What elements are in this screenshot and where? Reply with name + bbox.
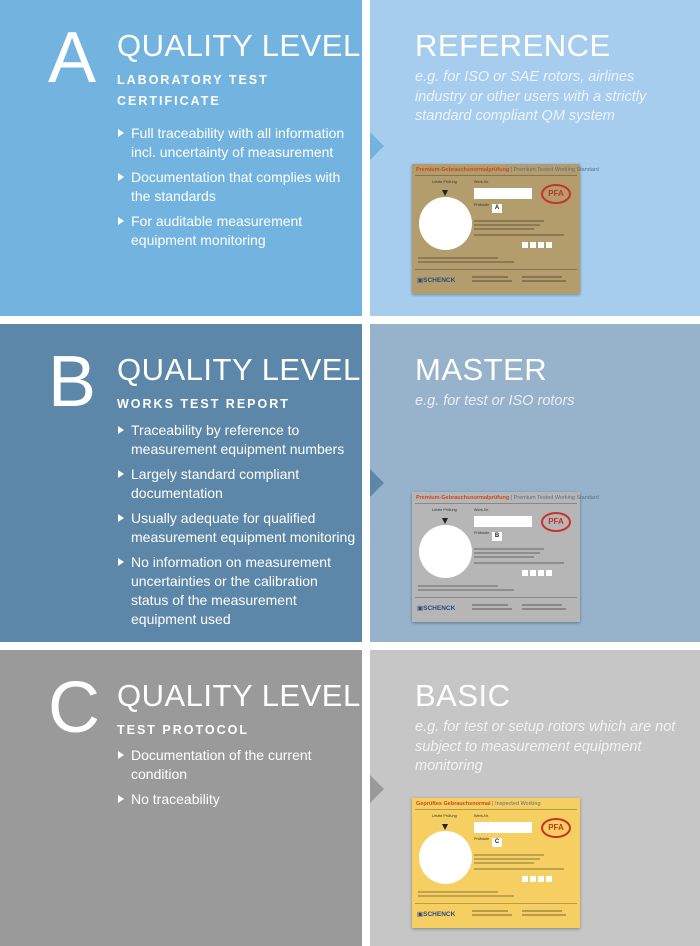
footer-line	[472, 914, 512, 916]
feature-list	[117, 746, 357, 815]
pointer-triangle-icon	[442, 518, 448, 524]
fine-print-line	[474, 556, 534, 558]
date-square	[538, 570, 544, 576]
test-level-label: Prüfstufe	[474, 837, 490, 841]
footer-line	[522, 608, 566, 610]
quality-level-b-panel	[0, 324, 362, 642]
fine-print-line	[418, 257, 498, 259]
date-square	[522, 242, 528, 248]
work-number-field	[474, 516, 532, 527]
footer-line	[472, 604, 508, 606]
date-square	[546, 242, 552, 248]
test-level-box: B	[492, 532, 502, 541]
fine-print-line	[418, 589, 514, 591]
divider	[415, 809, 577, 810]
date-wheel	[419, 525, 472, 578]
feature-item: Documentation that complies with the standards	[117, 168, 357, 206]
divider-arrow	[370, 775, 384, 803]
fine-print-line	[474, 224, 540, 226]
footer-line	[522, 280, 566, 282]
tier-description: e.g. for ISO or SAE rotors, airlines industry or other users with a strictly standard compliant QM system	[415, 69, 647, 124]
feature-item: Documentation of the current condition	[117, 746, 357, 784]
divider	[415, 503, 577, 504]
date-square	[546, 570, 552, 576]
feature-item: Traceability by reference to measurement equipment numbers	[117, 421, 357, 459]
quality-level-b-section	[0, 324, 700, 642]
work-number-label: Werk-Nr.	[474, 508, 489, 512]
level-subtitle: LABORATORY TEST CERTIFICATE	[117, 73, 269, 108]
divider	[415, 269, 577, 270]
level-letter: A	[48, 18, 97, 98]
certificate-sticker	[412, 492, 599, 622]
fine-print-line	[418, 261, 514, 263]
certificate-sticker	[412, 798, 580, 928]
fine-print-line	[474, 854, 544, 856]
tier-title: MASTER	[415, 352, 548, 387]
date-wheel	[419, 197, 472, 250]
feature-item: Usually adequate for qualified measurement equipment monitoring	[117, 509, 357, 547]
fine-print-line	[474, 858, 540, 860]
quality-level-heading: QUALITY LEVEL	[117, 678, 361, 713]
schenck-logo: ▣ SCHENCK	[417, 910, 455, 918]
fine-print-line	[474, 862, 534, 864]
level-subtitle: WORKS TEST REPORT	[117, 397, 290, 411]
footer-line	[472, 280, 512, 282]
footer-line	[472, 276, 508, 278]
tier-description: e.g. for test or setup rotors which are not subject to measurement equipment monitoring	[415, 719, 676, 774]
certificate-header: Premium-Gebrauchsnormalprüfung | Premium Tested Working Standard	[416, 495, 599, 501]
quality-level-c-panel	[0, 650, 362, 946]
certificate-sticker	[412, 164, 599, 294]
feature-list	[117, 124, 357, 256]
level-letter: C	[48, 668, 100, 748]
work-number-field	[474, 188, 532, 199]
divider-arrow	[370, 132, 384, 160]
footer-line	[522, 910, 562, 912]
divider	[415, 175, 577, 176]
fine-print-line	[474, 548, 544, 550]
date-square	[538, 242, 544, 248]
pointer-triangle-icon	[442, 190, 448, 196]
schenck-logo: ▣ SCHENCK	[417, 604, 455, 612]
fine-print-line	[474, 562, 564, 564]
pfa-logo-icon: PFA	[541, 184, 571, 204]
date-square	[530, 242, 536, 248]
footer-line	[472, 608, 512, 610]
feature-item: No traceability	[117, 790, 357, 809]
date-square	[546, 876, 552, 882]
date-square	[538, 876, 544, 882]
pointer-triangle-icon	[442, 824, 448, 830]
level-letter: B	[48, 342, 97, 422]
fine-print-line	[474, 868, 564, 870]
quality-level-heading: QUALITY LEVEL	[117, 28, 361, 63]
test-level-box: A	[492, 204, 502, 213]
tier-title: BASIC	[415, 678, 511, 713]
quality-level-heading: QUALITY LEVEL	[117, 352, 361, 387]
tier-description: e.g. for test or ISO rotors	[415, 393, 575, 409]
tier-title: REFERENCE	[415, 28, 611, 63]
quality-level-a-panel	[0, 0, 362, 316]
feature-item: Full traceability with all information incl. uncertainty of measurement	[117, 124, 357, 162]
fine-print-line	[418, 891, 498, 893]
date-square	[522, 570, 528, 576]
fine-print-line	[474, 234, 564, 236]
fine-print-line	[474, 228, 534, 230]
feature-item: No information on measurement uncertainties or the calibration status of the measurement equipment used	[117, 553, 357, 629]
test-level-box: C	[492, 838, 502, 847]
test-level-label: Prüfstufe	[474, 531, 490, 535]
date-square	[522, 876, 528, 882]
last-test-label: Letzte Prüfung	[432, 508, 457, 512]
date-wheel	[419, 831, 472, 884]
schenck-logo: ▣ SCHENCK	[417, 276, 455, 284]
feature-item: Largely standard compliant documentation	[117, 465, 357, 503]
divider	[415, 903, 577, 904]
level-subtitle: TEST PROTOCOL	[117, 723, 250, 737]
test-level-label: Prüfstufe	[474, 203, 490, 207]
date-square	[530, 570, 536, 576]
work-number-label: Werk-Nr.	[474, 180, 489, 184]
fine-print-line	[474, 220, 544, 222]
divider-arrow	[370, 469, 384, 497]
fine-print-line	[418, 895, 514, 897]
feature-item: For auditable measurement equipment monitoring	[117, 212, 357, 250]
fine-print-line	[474, 552, 540, 554]
footer-line	[522, 604, 562, 606]
pfa-logo-icon: PFA	[541, 512, 571, 532]
footer-line	[472, 910, 508, 912]
quality-level-c-section	[0, 650, 700, 946]
footer-line	[522, 914, 566, 916]
certificate-header: Premium-Gebrauchsnormalprüfung | Premium Tested Working Standard	[416, 167, 599, 173]
date-square	[530, 876, 536, 882]
feature-list	[117, 421, 357, 635]
quality-level-a-section	[0, 0, 700, 316]
divider	[415, 597, 577, 598]
footer-line	[522, 276, 562, 278]
last-test-label: Letzte Prüfung	[432, 814, 457, 818]
work-number-label: Werk-Nr.	[474, 814, 489, 818]
last-test-label: Letzte Prüfung	[432, 180, 457, 184]
work-number-field	[474, 822, 532, 833]
pfa-logo-icon: PFA	[541, 818, 571, 838]
fine-print-line	[418, 585, 498, 587]
certificate-header: Geprüftes Gebrauchsnormal | Inspected Working	[416, 801, 541, 807]
